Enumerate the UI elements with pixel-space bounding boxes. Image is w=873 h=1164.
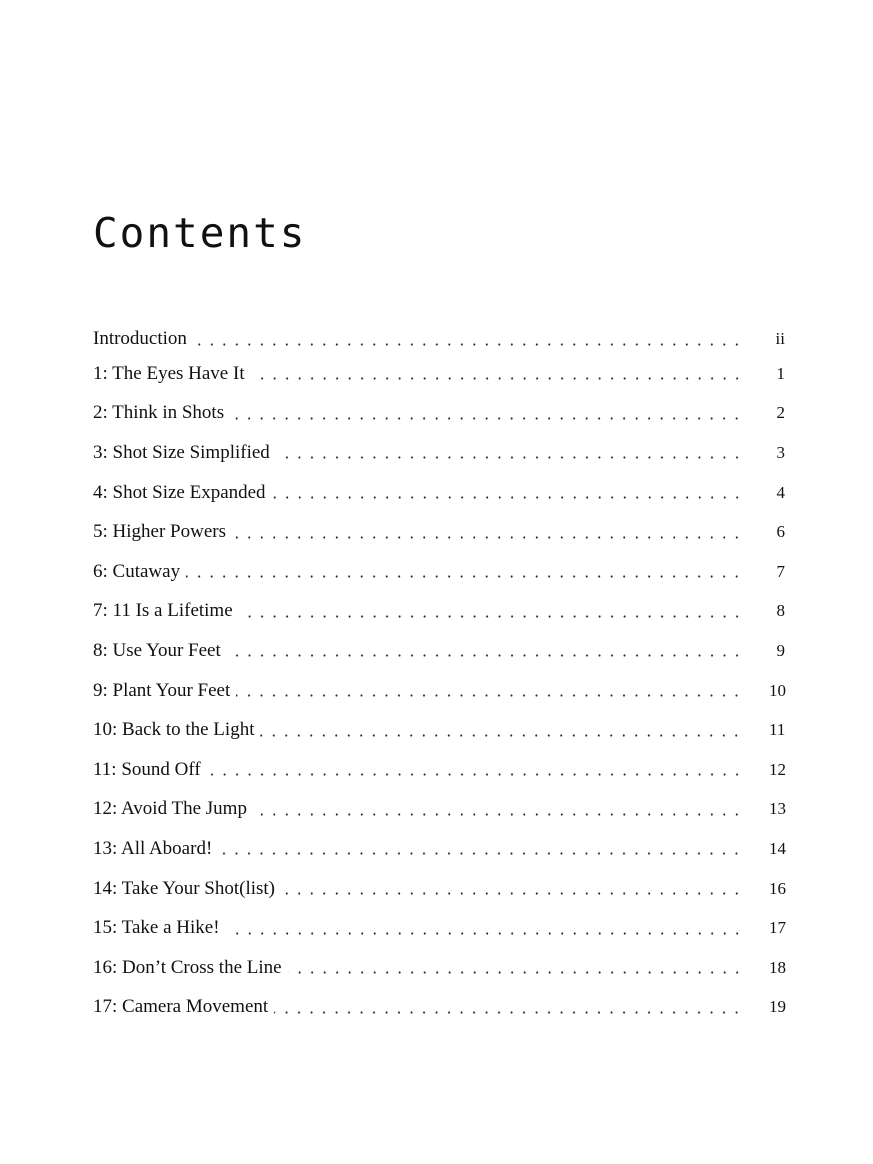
toc-dot-leader (253, 813, 743, 816)
toc-entry-title: 16: Don’t Cross the Line (93, 957, 288, 979)
toc-dot-leader (230, 417, 743, 420)
toc-dot-leader (226, 932, 743, 935)
toc-entry-page: 8 (776, 601, 785, 621)
toc-entry[interactable] (93, 908, 785, 948)
table-of-contents (93, 324, 785, 1027)
toc-entry-page: 13 (769, 799, 786, 819)
toc-entry[interactable] (93, 988, 785, 1028)
toc-dot-leader (227, 654, 743, 657)
toc-entry-title: 8: Use Your Feet (93, 640, 227, 662)
toc-entry-title: 7: 11 Is a Lifetime (93, 600, 239, 622)
toc-entry[interactable] (93, 473, 785, 513)
toc-entry[interactable] (93, 433, 785, 473)
toc-entry-title: 4: Shot Size Expanded (93, 482, 272, 504)
toc-entry[interactable] (93, 790, 785, 830)
toc-entry[interactable] (93, 552, 785, 592)
toc-entry-page: ii (775, 329, 785, 348)
toc-entry-page: 7 (776, 561, 785, 581)
toc-entry-page: 9 (776, 640, 785, 660)
toc-entry[interactable] (93, 324, 785, 354)
toc-entry-page: 19 (769, 997, 786, 1017)
toc-dot-leader (218, 852, 743, 855)
toc-entry-title: 11: Sound Off (93, 759, 207, 781)
toc-dot-leader (207, 773, 743, 776)
toc-entry[interactable] (93, 354, 785, 394)
toc-entry-title: 6: Cutaway (93, 561, 186, 583)
toc-entry-title: 1: The Eyes Have It (93, 363, 251, 385)
toc-entry-page: 3 (776, 442, 785, 462)
toc-entry-title: 15: Take a Hike! (93, 917, 226, 939)
toc-dot-leader (193, 343, 743, 346)
toc-entry-title: 10: Back to the Light (93, 719, 260, 741)
toc-dot-leader (272, 496, 743, 499)
toc-entry[interactable] (93, 869, 785, 909)
toc-entry-title: 2: Think in Shots (93, 402, 230, 424)
toc-entry-title: 5: Higher Powers (93, 521, 232, 543)
toc-dot-leader (186, 575, 743, 578)
toc-entry-title: 3: Shot Size Simplified (93, 442, 276, 464)
toc-dot-leader (260, 734, 743, 737)
toc-entry-page: 16 (769, 878, 786, 898)
toc-entry[interactable] (93, 512, 785, 552)
toc-entry-page: 12 (769, 759, 786, 779)
toc-entry[interactable] (93, 631, 785, 671)
toc-entry-page: 17 (769, 918, 786, 938)
toc-entry-title: 13: All Aboard! (93, 838, 218, 860)
toc-dot-leader (232, 536, 743, 539)
toc-entry-title: 9: Plant Your Feet (93, 680, 236, 702)
contents-heading: Contents (93, 209, 307, 257)
toc-dot-leader (251, 377, 743, 380)
toc-entry-page: 10 (769, 680, 786, 700)
toc-entry-page: 4 (776, 482, 785, 502)
toc-entry[interactable] (93, 671, 785, 711)
toc-dot-leader (276, 456, 743, 459)
toc-entry[interactable] (93, 710, 785, 750)
toc-entry-page: 18 (769, 957, 786, 977)
toc-entry-title: Introduction (93, 328, 193, 350)
toc-dot-leader (236, 694, 743, 697)
toc-dot-leader (239, 615, 743, 618)
toc-entry-title: 14: Take Your Shot(list) (93, 878, 281, 900)
toc-entry-page: 1 (776, 363, 785, 383)
toc-entry[interactable] (93, 394, 785, 434)
toc-entry[interactable] (93, 750, 785, 790)
toc-entry[interactable] (93, 592, 785, 632)
toc-entry[interactable] (93, 948, 785, 988)
toc-entry[interactable] (93, 829, 785, 869)
toc-entry-title: 17: Camera Movement (93, 996, 274, 1018)
toc-dot-leader (274, 1011, 743, 1014)
toc-entry-page: 14 (769, 838, 786, 858)
toc-entry-page: 6 (776, 522, 785, 542)
toc-entry-title: 12: Avoid The Jump (93, 798, 253, 820)
toc-dot-leader (281, 892, 743, 895)
toc-dot-leader (288, 971, 743, 974)
toc-entry-page: 11 (769, 720, 786, 740)
toc-entry-page: 2 (776, 403, 785, 423)
